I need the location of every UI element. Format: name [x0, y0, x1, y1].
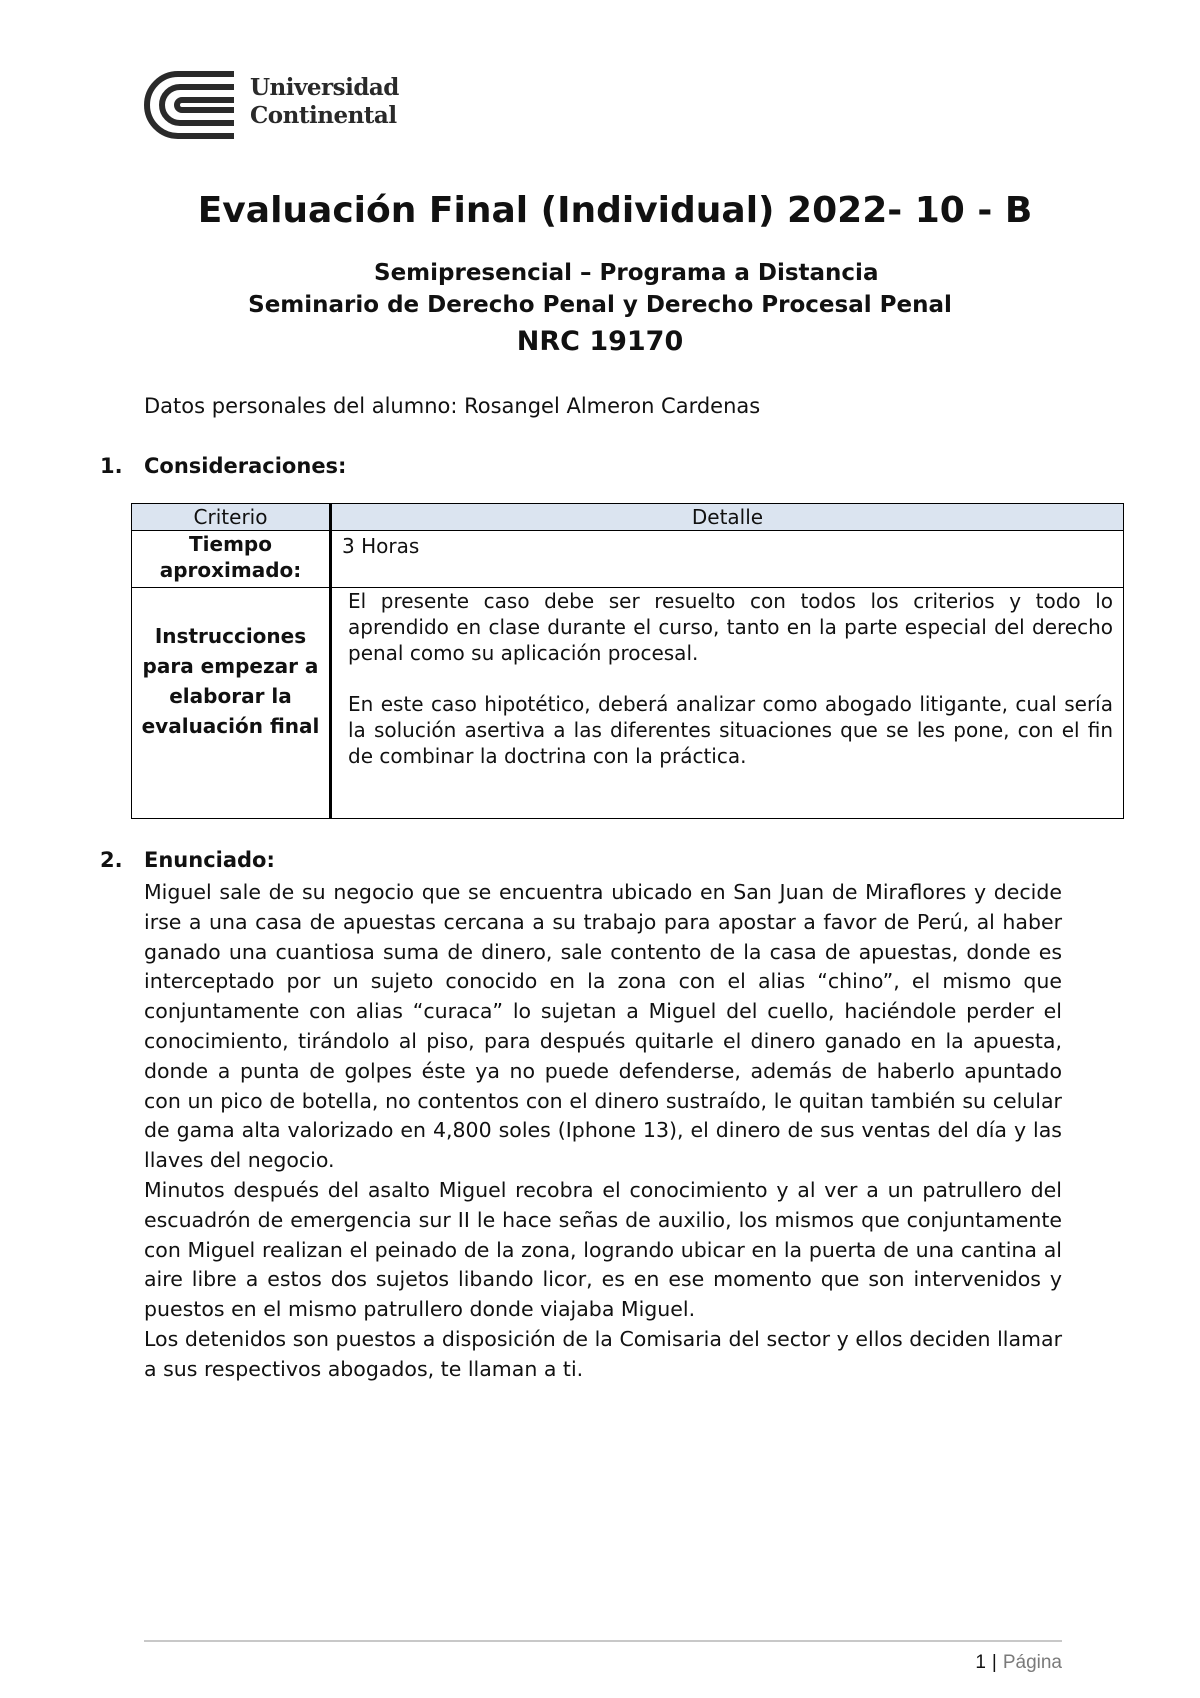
document-title: Evaluación Final (Individual) 2022- 10 - B — [197, 190, 1033, 231]
student-info: Datos personales del alumno: Rosangel Almeron Cardenas — [144, 394, 761, 418]
logo-wordmark — [250, 74, 399, 130]
detalle-text: 3 Horas — [342, 534, 420, 558]
enunciado-paragraph: Minutos después del asalto Miguel recobra el conocimiento y al ver a un patrullero del escuadrón de emergencia sur II le hace señas de auxilio, los mismos que conjuntamente con Miguel realizan el peinado de la zona, logrando ubicar en la puerta de una cantina al aire libre a estos dos sujetos libando licor, es en ese momento que son intervenidos y puestos en el mismo patrullero donde viajaba Miguel. — [144, 1177, 1062, 1322]
header-criterio: Criterio — [132, 504, 331, 531]
enunciado-body — [144, 878, 1062, 1385]
criterio-cell — [132, 588, 331, 819]
section-number: 1. — [100, 454, 123, 478]
detalle-cell — [331, 588, 1124, 819]
enunciado-paragraph: Miguel sale de su negocio que se encuentra ubicado en San Juan de Miraflores y decide irse a una casa de apuestas cercana a su trabajo para apostar a favor de Perú, al haber ganado una cuantiosa suma de dinero, sale contento de la casa de apuestas, donde es interceptado por un sujeto conocido en la zona con el alias “chino”, el mismo que conjuntamente con alias “curaca” lo sujetan a Miguel del cuello, haciéndole perder el conocimiento, tirándolo al piso, para después quitarle el dinero ganado en la apuesta, donde a punta de golpes éste ya no puede defenderse, además de haberlo apuntado con un pico de botella, no contentos con el dinero sustraído, le quitan también su celular de gama alta valorizado en 4,800 soles (Iphone 13), el dinero de sus ventas del día y las llaves del negocio. — [144, 880, 1062, 1173]
modality-subtitle: Semipresencial – Programa a Distancia — [374, 260, 879, 286]
table-header-row — [132, 504, 1124, 531]
table-row — [132, 588, 1124, 819]
detalle-cell — [331, 531, 1124, 588]
section-label: Consideraciones: — [144, 454, 347, 478]
section-label: Enunciado: — [144, 848, 275, 872]
criteria-table — [131, 503, 1124, 819]
criterio-cell — [132, 531, 331, 588]
section-number: 2. — [100, 848, 123, 872]
footer-divider — [144, 1640, 1062, 1642]
footer-separator: | — [991, 1652, 997, 1673]
nrc-subtitle: NRC 19170 — [516, 326, 684, 357]
detalle-paragraph: En este caso hipotético, deberá analizar como abogado litigante, cual sería la solución asertiva a las diferentes situaciones que se les pone, con el fin de combinar la doctrina con la práctica. — [348, 692, 1113, 768]
page-word: Página — [1002, 1652, 1062, 1673]
detalle-paragraph: El presente caso debe ser resuelto con todos los criterios y todo lo aprendido en clase durante el curso, tanto en la parte especial del derecho penal como su aplicación procesal. — [348, 589, 1113, 665]
logo-line-1: Universidad — [250, 74, 399, 101]
criterio-text: Tiempo aproximado: — [159, 532, 302, 582]
criterio-text: Instrucciones para empezar a elaborar la evaluación final — [141, 624, 320, 738]
enunciado-paragraph: Los detenidos son puestos a disposición de la Comisaria del sector y ellos deciden llamar a sus respectivos abogados, te llaman a ti. — [144, 1326, 1062, 1381]
page-footer — [975, 1652, 1062, 1674]
universidad-continental-logo-icon — [142, 70, 236, 140]
page-number: 1 — [975, 1652, 986, 1673]
header-detalle: Detalle — [331, 504, 1124, 531]
university-logo — [142, 70, 399, 140]
course-subtitle: Seminario de Derecho Penal y Derecho Procesal Penal — [248, 292, 952, 318]
table-row — [132, 531, 1124, 588]
logo-line-2: Continental — [250, 102, 397, 129]
